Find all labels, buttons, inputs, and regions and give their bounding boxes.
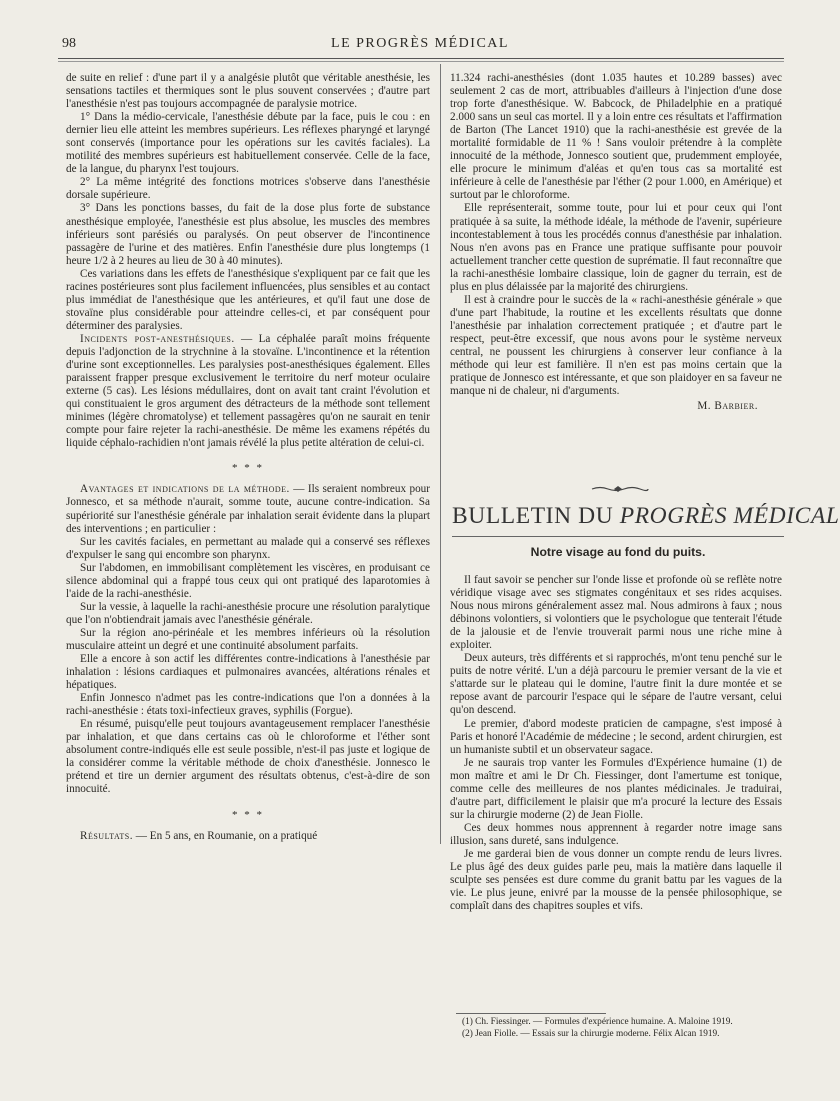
paragraph: 11.324 rachi-anesthésies (dont 1.035 hautes et 10.289 basses) avec seulement 2 cas de mort, attribuables d'ailleurs à l'injection d'une dose trop forte d'anesthésique. W. Babcock, de Philadelphie en a pratiqué 2.000 sans un seul cas mortel. Il y a loin entre ces résultats et l'affirmation de Barton (The Lancet 1910) que la rachi-anesthésie est grevée de la mortalité formidable de 11 % ! Sans vouloir prétendre à la complète innocuité de la méthode, Jonnesco soutient que, prudemment employée, elle procure le minimum d'aléas et qu'en tous cas sa mortalité est inférieure à celle de l'anesthésie par l'éther (2 pour 1.000, en Amérique) et surtout par le chloroforme. (450, 72, 782, 202)
paragraph-text: — Ils seraient nombreux pour Jonnesco, et sa méthode n'aurait, somme toute, aucune contre-indication. Sa supériorité sur l'anesthésie générale par inhalation serait évidente dans la plupart des interventions ; en particulier : (66, 483, 430, 535)
author-signature: M. Barbier. (697, 400, 758, 413)
paragraph: Je ne saurais trop vanter les Formules d'Expérience humaine (1) de mon maître et ami le Dr Ch. Fiessinger, dont l'amertume est tonique, comme celle des meilleures de nos plantes médicinales. Je traduirai, d'autre part, difficilement le plaisir que m'a procuré la lecture des Essais sur la chirurgie moderne (2) de Jean Fiolle. (450, 756, 782, 821)
footnote-rule (456, 1013, 606, 1014)
section-lead: Incidents post-anesthésiques. (80, 332, 235, 345)
paragraph: Il faut savoir se pencher sur l'onde lisse et profonde où se reflète notre véridique visage avec ses stigmates congénitaux et ses rides acquises. Nous nous mirons généralement assez mal. Nous admirons à faux ; nous débinons volontiers, si volontiers que le psychologue que tenterait l'étude de la jalousie et de l'envie trouverait parmi nous une riche mine à exploiter. (450, 574, 782, 652)
page-header (60, 34, 780, 56)
paragraph: Elle a encore à son actif les différentes contre-indications à l'anesthésie par inhalation : lésions cardiaques et pulmonaires avancées, altérations rénales et hépatiques. (66, 653, 430, 692)
section-lead: Avantages et indications de la méthode. (80, 483, 290, 496)
paragraph: 1° Dans la médio-cervicale, l'anesthésie débute par la face, puis le cou : en dernier lieu elle atteint les membres supérieurs. Les réflexes pharyngé et laryngé sont conservés (importance pour les opérations sur les cavités faciales). La motilité des membres supérieurs est habituellement conservée. Celle de la face, de la langue, du pharynx l'est toujours. (66, 111, 430, 176)
header-rule-thin (58, 61, 784, 62)
paragraph: Je me garderai bien de vous donner un compte rendu de leurs livres. Le plus âgé des deux guides parle peu, mais la matière dans laquelle il sculpte ses pensées est dure comme du granit battu par les vagues de la vie. Le plus jeune, enivré par la mousse de la pensée philosophique, se complaît dans des chapitres souples et vifs. (450, 847, 782, 913)
paragraph: Enfin Jonnesco n'admet pas les contre-indications que l'on a données à la rachi-anesthésie : états toxi-infectieux graves, syphilis (Forgue). (66, 692, 430, 718)
paragraph: 3° Dans les ponctions basses, du fait de la dose plus forte de substance anesthésique employée, l'anesthésie est plus absolue, les muscles des membres inférieurs sont parésiés ou paralysés. On peut observer de l'incontinence passagère de l'urine et des matières. Enfin l'anesthésie dure plus longtemps (1 heure 1/2 à 2 heures au lieu de 30 à 40 minutes). (66, 202, 430, 267)
paragraph: Elle représenterait, somme toute, pour lui et pour ceux qui l'ont pratiquée à sa suite, la méthode idéale, la méthode de l'avenir, supérieure incontestablement à tous les procédés connus d'anesthésie par inhalation. Nous n'en avons pas en France une pratique suffisante pour pouvoir actuellement trancher cette question de suprématie. Il faut reconnaître que la rachi-anesthésie lombaire classique, loin de gagner du terrain, est de plus en plus délaissée par la majorité des chirurgiens. (450, 202, 782, 293)
paragraph: En résumé, puisqu'elle peut toujours avantageusement remplacer l'anesthésie par inhalation, et que dans certains cas où le chloroforme et l'éther sont absolument contre-indiqués elle est seule possible, n'est-il pas juste et logique de la considérer comme la véritable méthode de choix d'anesthésie. Jonnesco le prétend et tire un dernier argument des résultats obtenus, c'est-à-dire de son innocuité. (66, 718, 430, 796)
page-number: 98 (62, 36, 76, 51)
paragraph (66, 830, 430, 843)
paragraph: Ces deux hommes nous apprennent à regarder notre image sans illusion, sans dureté, sans indulgence. (450, 821, 782, 847)
ornament-divider (590, 484, 650, 494)
paragraph: Deux auteurs, très différents et si rapprochés, m'ont tenu penché sur le puits de notre vérité. L'un a déjà parcouru le premier versant de la vie et s'attarde sur le plateau qui le domine, l'autre finit la dure montée et se repose avant de parcourir l'espace qui le sépare de l'autre versant, celui qu'on descend. (450, 652, 782, 717)
paragraph: de suite en relief : d'une part il y a analgésie plutôt que véritable anesthésie, les sensations tactiles et thermiques sont le plus souvent conservées ; d'autre part l'anesthésie n'est pas toujours accompagnée de paralysie motrice. (66, 72, 430, 111)
footnote: (2) Jean Fiolle. — Essais sur la chirurgie moderne. Félix Alcan 1919. (462, 1028, 720, 1039)
bulletin-heading-b: PROGRÈS MÉDICAL (619, 503, 840, 529)
footnote: (1) Ch. Fiessinger. — Formules d'expérience humaine. A. Maloine 1919. (462, 1017, 733, 1027)
paragraph: Ces variations dans les effets de l'anesthésique s'expliquent par ce fait que les racines postérieures sont plus facilement influencées, plus sensibles et au contact plus immédiat de l'anesthésique que les antérieures, et qu'il faut une dose de stovaïne plus considérable pour atteindre celles-ci, et par conséquent pour déterminer des paralysies. (66, 267, 430, 332)
paragraph (66, 483, 430, 535)
paragraph: Sur la vessie, à laquelle la rachi-anesthésie procure une résolution paralytique que l'on n'obtiendrait jamais avec l'anesthésie générale. (66, 600, 430, 626)
footnotes (456, 1017, 782, 1040)
article-title: Notre visage au fond du puits. (530, 545, 706, 559)
paragraph-text: — En 5 ans, en Roumanie, on a pratiqué (133, 829, 318, 842)
paragraph: Sur les cavités faciales, en permettant au malade qui a conservé ses réflexes d'expulser le sang qui encombre son pharynx. (66, 535, 430, 561)
header-rule (58, 58, 784, 59)
column-divider (440, 64, 441, 844)
left-column (66, 72, 430, 843)
right-column (450, 72, 782, 413)
bulletin-heading (452, 503, 840, 530)
paragraph: Sur l'abdomen, en immobilisant complètement les viscères, en produisant ce silence abdominal qui a frappé tous ceux qui ont pratiqué des laparotomies à l'aide de la rachi-anesthésie. (66, 561, 430, 600)
section-separator: * * * (232, 808, 264, 821)
section-lead: Résultats. (80, 829, 133, 842)
paragraph: Sur la région ano-périnéale et les membres inférieurs où la résolution musculaire atteint un degré et une continuité absolument parfaits. (66, 626, 430, 652)
paragraph: Il est à craindre pour le succès de la « rachi-anesthésie générale » que d'une part l'habitude, la routine et les excellents résultats que donne l'anesthésie par inhalation correctement pratiquée ; et d'autre part le respect, peut-être excessif, que nous avons pour le système nerveux central, ne poussent les chirurgiens à conserver leur confiance à la méthode qui leur est familière. Il n'en est pas moins certain que la pratique de Jonnesco est intéressante, et que son plaidoyer en sa faveur ne manque ni de chaleur, ni d'arguments. (450, 293, 782, 398)
paragraph: Le premier, d'abord modeste praticien de campagne, s'est imposé à Paris et honoré l'Académie de médecine ; le second, ardent chirurgien, est un humaniste subtil et un observateur sagace. (450, 717, 782, 756)
bulletin-rule (452, 536, 784, 537)
bulletin-article (450, 574, 782, 913)
section-separator: * * * (232, 462, 264, 475)
paragraph: 2° La même intégrité des fonctions motrices s'observe dans l'anesthésie dorsale supérieure. (66, 176, 430, 202)
paragraph (66, 333, 430, 450)
paragraph-text: — La céphalée paraît moins fréquente depuis l'adjonction de la strychnine à la stovaïne. L'incontinence et la rétention d'urine sont exceptionnelles. Les paralysies post-anesthésiques également. Elles paraissent frapper presque exclusivement le territoire du nerf moteur oculaire externe (5 cas). Les lésions médullaires, dont on avait tant craint l'évolution et qui constituaient le gros argument des détracteurs de la méthode sont tellement minimes (légère chromatolyse) et tellement passagères qu'on ne saurait en tenir compte pour faire rejeter la rachi-anesthésie. De même les examens répétés du liquide céphalo-rachidien n'ont jamais révélé la plus petite altération de celui-ci. (66, 332, 430, 450)
bulletin-heading-a: BULLETIN DU (452, 503, 620, 529)
running-head: LE PROGRÈS MÉDICAL (331, 36, 509, 51)
